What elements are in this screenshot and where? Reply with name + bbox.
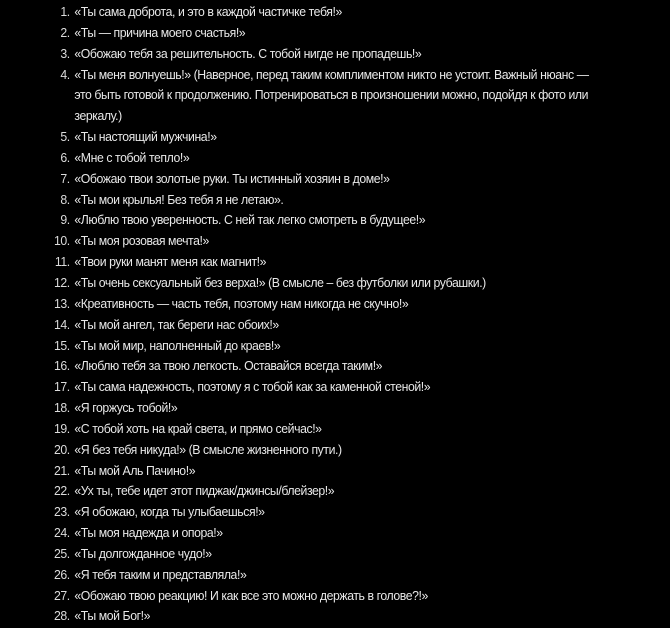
- list-item: [0, 231, 623, 252]
- list-item: [0, 440, 623, 461]
- item-text: «Ты мой Бог!»: [74, 608, 151, 624]
- item-number: 14.: [53, 316, 70, 332]
- item-text: «Ты очень сексуальный без верха!» (В смысле – без футболки или рубашки.): [74, 274, 486, 290]
- item-number: 4.: [60, 66, 70, 82]
- item-number: 26.: [53, 566, 70, 582]
- list-item: [0, 606, 623, 627]
- item-number: 21.: [53, 462, 70, 478]
- list-item: [0, 461, 623, 482]
- list-item: [0, 565, 623, 586]
- item-number: 7.: [60, 170, 70, 186]
- list-item: [0, 65, 623, 128]
- item-number: 1.: [60, 4, 70, 19]
- item-number: 8.: [60, 191, 70, 207]
- item-number: 27.: [53, 587, 70, 603]
- item-text: «Я горжусь тобой!»: [74, 400, 178, 416]
- item-text: «Ты мой мир, наполненный до краев!»: [74, 337, 281, 353]
- item-number: 13.: [53, 295, 70, 311]
- item-text: «Люблю тебя за твою легкость. Оставайся всегда таким!»: [74, 358, 383, 374]
- item-number: 28.: [53, 608, 70, 624]
- list-item: [0, 23, 623, 44]
- item-text: «Ты сама надежность, поэтому я с тобой как за каменной стеной!»: [74, 379, 431, 395]
- item-text: «Люблю твою уверенность. С ней так легко смотреть в будущее!»: [74, 212, 426, 228]
- list-item: [0, 544, 623, 565]
- item-text: «Ты настоящий мужчина!»: [74, 129, 217, 145]
- item-text: «Обожаю твою реакцию! И как все это можно держать в голове?!»: [74, 587, 428, 603]
- item-text: «Ты моя надежда и опора!»: [74, 525, 223, 541]
- list-item: [0, 377, 623, 398]
- item-text: «Я обожаю, когда ты улыбаешься!»: [74, 504, 265, 520]
- item-number: 20.: [53, 441, 70, 457]
- item-text: «С тобой хоть на край света, и прямо сейчас!»: [74, 420, 322, 436]
- item-text: «Ты меня волнуешь!» (Наверное, перед таким комплиментом никто не устоит. Важный нюанс — это быть готовой к продолжению. Потренироваться в произношении можно, подойдя к фото или зеркалу.): [74, 66, 589, 124]
- item-text: «Обожаю твои золотые руки. Ты истинный хозяин в доме!»: [74, 170, 390, 186]
- item-text: «Твои руки манят меня как магнит!»: [74, 254, 267, 270]
- item-number: 12.: [53, 274, 70, 290]
- list-item: [0, 127, 623, 148]
- list-item: [0, 481, 623, 502]
- list-item: [0, 44, 623, 65]
- item-number: 25.: [53, 545, 70, 561]
- item-text: «Ты мой ангел, так береги нас обоих!»: [74, 316, 279, 332]
- list-item: [0, 273, 623, 294]
- item-number: 16.: [53, 358, 70, 374]
- item-text: «Креативность — часть тебя, поэтому нам никогда не скучно!»: [74, 295, 409, 311]
- item-number: 2.: [60, 24, 70, 40]
- list-item: [0, 210, 623, 231]
- item-number: 11.: [54, 254, 70, 270]
- list-item: [0, 169, 623, 190]
- list-item: [0, 502, 623, 523]
- item-text: «Ух ты, тебе идет этот пиджак/джинсы/блейзер!»: [74, 483, 335, 499]
- list-item: [0, 419, 623, 440]
- item-number: 23.: [53, 504, 70, 520]
- item-text: «Ты мои крылья! Без тебя я не летаю».: [74, 191, 284, 207]
- item-number: 3.: [60, 45, 70, 61]
- list-item: [0, 586, 623, 607]
- item-text: «Ты — причина моего счастья!»: [74, 24, 246, 40]
- item-text: «Ты долгожданное чудо!»: [74, 545, 212, 561]
- item-number: 22.: [53, 483, 70, 499]
- list-item: [0, 252, 623, 273]
- item-number: 10.: [53, 233, 70, 249]
- item-text: «Обожаю тебя за решительность. С тобой нигде не пропадешь!»: [74, 45, 422, 61]
- item-text: «Ты мой Аль Пачино!»: [74, 462, 196, 478]
- list-item: [0, 148, 623, 169]
- item-number: 17.: [53, 379, 70, 395]
- item-text: «Ты моя розовая мечта!»: [74, 233, 209, 249]
- item-number: 15.: [53, 337, 70, 353]
- list-item: [0, 315, 623, 336]
- item-number: 9.: [60, 212, 70, 228]
- item-number: 18.: [53, 400, 70, 416]
- item-number: 19.: [53, 420, 70, 436]
- list-item: [0, 190, 623, 211]
- list-item: [0, 2, 623, 23]
- item-number: 5.: [60, 129, 70, 145]
- item-number: 24.: [53, 525, 70, 541]
- list-item: [0, 398, 623, 419]
- item-text: «Я без тебя никуда!» (В смысле жизненного пути.): [74, 441, 342, 457]
- list-item: [0, 336, 623, 357]
- item-text: «Мне с тобой тепло!»: [74, 149, 190, 165]
- list-item: [0, 523, 623, 544]
- list-item: [0, 294, 623, 315]
- list-item: [0, 356, 623, 377]
- compliments-list: [0, 2, 670, 627]
- item-text: «Ты сама доброта, и это в каждой частичке тебя!»: [74, 4, 342, 19]
- item-number: 6.: [60, 149, 70, 165]
- item-text: «Я тебя таким и представляла!»: [74, 566, 247, 582]
